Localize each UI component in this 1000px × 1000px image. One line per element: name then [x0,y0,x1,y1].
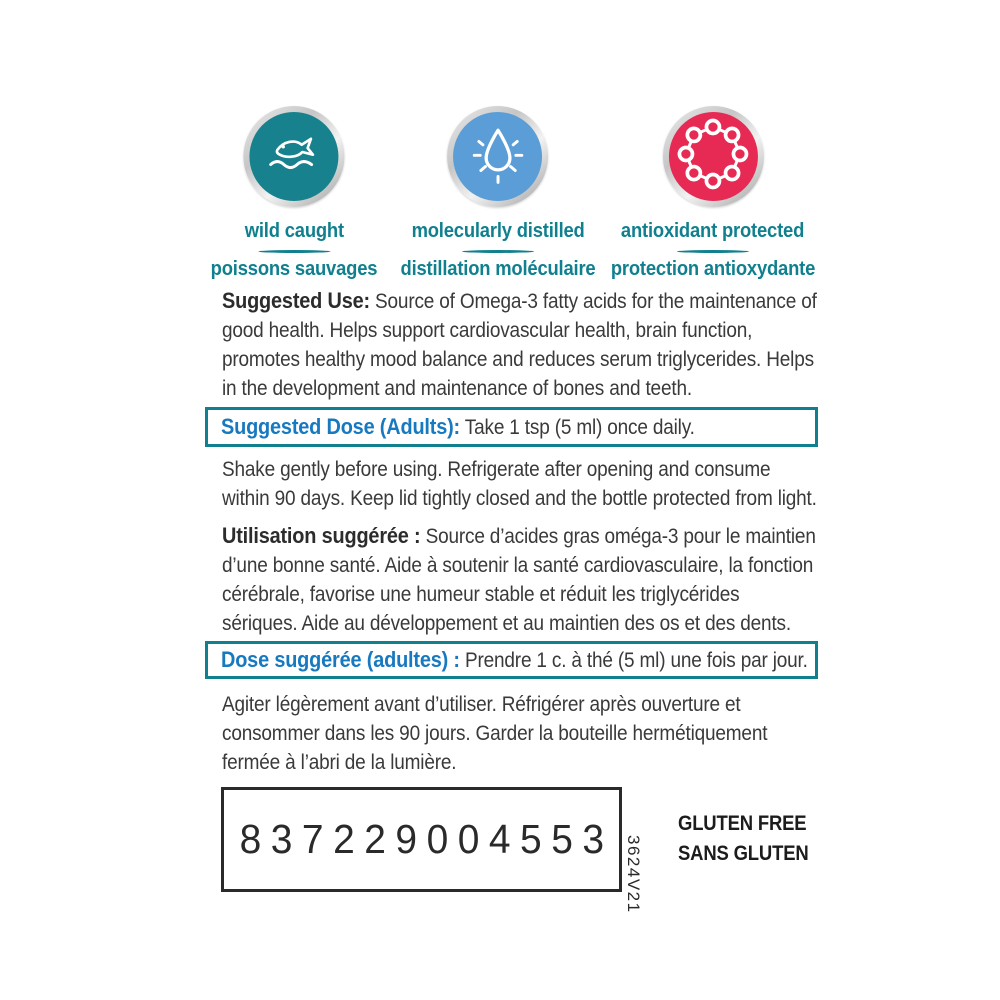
suggested-dose-box [205,407,818,447]
badge-circle [453,112,542,201]
storage-paragraph-fr: Agiter légèrement avant d’utiliser. Réfrigérer après ouverture et consommer dans les 90 jours. Garder la bouteille hermétiquement fermée à l’abri de la lumière. [222,693,768,774]
badge-label-en: molecularly distilled [411,220,585,242]
badge-silver-ring [663,106,764,207]
suggested-use-paragraph-fr [222,521,819,638]
badge-antioxidant-protected [602,106,824,281]
suggested-dose-body: Take 1 tsp (5 ml) once daily. [464,416,695,439]
barcode-box [221,787,622,892]
badge-label-fr: protection antioxydante [610,258,816,280]
molecule-ring-icon [676,117,750,196]
suggested-dose-box-fr [205,641,818,679]
badge-circle [669,112,758,201]
storage-paragraph-en: Shake gently before using. Refrigerate after opening and consume within 90 days. Keep lid tightly closed and the bottle protected from light. [222,458,817,510]
gluten-free-block [678,809,826,869]
suggested-use-body: Source of Omega-3 fatty acids for the maintenance of good health. Helps support cardiovascular health, brain function, promotes healthy mood balance and reduces serum triglycerides. Helps in the development and maintenance of bones and teeth. [222,290,817,400]
suggested-dose-line-fr [221,647,808,673]
fish-icon [261,121,327,192]
suggested-use-body-fr: Source d’acides gras oméga-3 pour le maintien d’une bonne santé. Aide à soutenir la santé cardiovasculaire, la fonction cérébrale, favorise une humeur stable et réduit les triglycérides sériques. Aide au développement et au maintien des os et des dents. [222,525,816,635]
water-drop-icon [465,121,531,192]
suggested-dose-heading-fr: Dose suggérée (adultes) : [221,647,460,672]
suggested-dose-line [221,414,695,440]
badge-silver-ring [447,106,548,207]
suggested-use-heading: Suggested Use: [222,288,370,313]
badge-label-fr: distillation moléculaire [400,258,596,280]
badge-label-fr: poissons sauvages [210,258,378,280]
label-divider [258,250,330,253]
suggested-use-heading-fr: Utilisation suggérée : [222,523,421,548]
badge-label-en: antioxidant protected [621,220,805,242]
lot-code-vertical: 3624V21 [624,835,643,914]
suggested-use-paragraph [222,286,819,403]
badge-label-en: wild caught [244,220,344,242]
suggested-dose-body-fr: Prendre 1 c. à thé (5 ml) une fois par jour. [464,649,808,672]
gluten-free-fr: SANS GLUTEN [678,842,809,865]
badge-silver-ring [244,106,345,207]
badge-wild-caught [203,106,384,281]
suggested-dose-heading: Suggested Dose (Adults): [221,414,461,439]
barcode-number: 837229004553 [239,816,614,862]
label-divider [677,250,749,253]
gluten-free-en: GLUTEN FREE [678,812,807,835]
badge-molecularly-distilled [392,106,604,281]
badge-circle [250,112,339,201]
label-divider [462,250,534,253]
